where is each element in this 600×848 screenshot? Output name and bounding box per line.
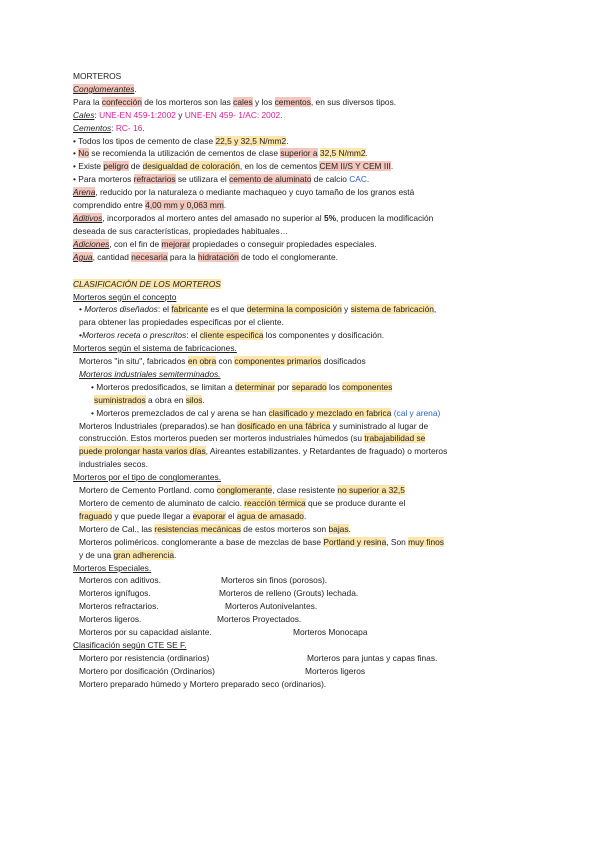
list-item-polimericos: Morteros poliméricos. conglomerante a base de mezclas de base Portland y resina, Son muy finos (79, 536, 444, 547)
list-row: Morteros ignífugos. Morteros de relleno (Grouts) lechada. (79, 588, 359, 599)
list-row: Morteros ligeros. Morteros Proyectados. (79, 614, 302, 625)
section-heading-clasificacion: CLASIFICACIÓN DE LOS MORTEROS (73, 278, 221, 289)
list-item-disenados-cont: para obtener las propiedades especificas por el cliente. (79, 317, 284, 328)
subheading-especiales: Morteros Especiales. (73, 562, 152, 573)
list-item-receta: •Morteros receta o prescritos: el cliente especifica los componentes y dosificación. (79, 330, 385, 341)
document-title: MORTEROS (73, 71, 122, 81)
list-row: Morteros con aditivos. Morteros sin finos (porosos). (79, 575, 328, 586)
subheading-cte: Clasificación según CTE SE F. (73, 639, 187, 650)
list-row: Morteros refractarios. Morteros Autonivelantes. (79, 601, 318, 612)
list-item-in-situ: Morteros "in situ", fabricados en obra con componentes primarios dosificados (79, 356, 366, 367)
list-item-cal: Mortero de Cal., las resistencias mecánicas de estos morteros son bajas. (79, 523, 351, 534)
paragraph-aditivos-cont: deseada de sus características, propiedades habituales… (73, 225, 289, 236)
bullet-refractarios: • Para morteros refractarios se utilizara el cemento de aluminato de calcio CAC. (73, 174, 370, 185)
section-heading-conglomerantes: Conglomerantes. (73, 83, 137, 94)
spacer (73, 264, 533, 278)
subheading-concepto: Morteros según el concepto (73, 291, 177, 302)
list-item-disenados: • Morteros diseñados: el fabricante es el que determina la composición y sistema de fabricación, (79, 304, 437, 315)
subheading-sistema: Morteros según el sistema de fabricaciones. (73, 343, 237, 354)
subheading-tipo: Morteros por el tipo de conglomerantes. (73, 472, 222, 483)
bullet-no-recomienda: • No se recomienda la utilización de cementos de clase superior a 32,5 N/mm2. (73, 148, 368, 159)
bullet-clase-cemento: • Todos los tipos de cemento de clase 22,5 y 32,5 N/mm2. (73, 135, 289, 146)
list-row: Mortero por dosificación (Ordinarios) Morteros ligeros (79, 665, 366, 676)
list-item-premezclados: • Morteros premezclados de cal y arena se han clasificado y mezclado en fabrica (cal y arena) (91, 407, 441, 418)
paragraph-agua: Agua, cantidad necesaria para la hidratación de todo el conglomerante. (73, 251, 338, 262)
list-item-predosificados: • Morteros predosificados, se limitan a determinar por separado los componentes (91, 381, 393, 392)
paragraph-intro: Para la confección de los morteros son las cales y los cementos, en sus diversos tipos. (73, 96, 397, 107)
paragraph-industriales-3: puede prolongar hasta varios días, Aireantes estabilizantes. y Retardantes de fraguado) o morteros (79, 446, 448, 457)
list-row: Morteros por su capacidad aislante. Morteros Monocapa (79, 627, 368, 638)
list-item-predosificados-cont: suministrados a obra en silos. (94, 394, 205, 405)
paragraph-industriales-2: construcción. Estos morteros pueden ser morteros industriales húmedos (su trabajabilidad se (79, 433, 426, 444)
list-row: Mortero preparado húmedo y Mortero preparado seco (ordinarios). (79, 678, 327, 689)
list-item-aluminato: Mortero de cemento de aluminato de calcio. reacción térmica que se produce durante el (79, 498, 406, 508)
list-item-aluminato-cont: fraguado y que puede llegar a evaporar el agua de amasado. (79, 510, 307, 521)
paragraph-cales: Cales: UNE-EN 459-1:2002 y UNE-EN 459- 1/AC: 2002. (73, 109, 283, 120)
paragraph-adiciones: Adiciones, con el fin de mejorar propiedades o conseguir propiedades especiales. (73, 238, 377, 249)
paragraph-arena: Arena, reducido por la naturaleza o mediante machaqueo y cuyo tamaño de los granos está (73, 187, 415, 198)
list-item-polimericos-cont: y de una gran adherencia. (79, 549, 177, 560)
paragraph-aditivos: Aditivos, incorporados al mortero antes del amasado no superior al 5%, producen la modificación (73, 212, 434, 223)
document-page (73, 70, 533, 691)
paragraph-industriales-4: industriales secos. (79, 459, 148, 470)
list-row: Mortero por resistencia (ordinarios) Morteros para juntas y capas finas. (79, 652, 438, 663)
paragraph-arena-cont: comprendido entre 4,00 mm y 0,063 mm. (73, 200, 227, 211)
paragraph-industriales: Morteros Industriales (preparados).se han dosificado en una fábrica y suministrado al lugar de (79, 420, 429, 431)
list-item-portland: Mortero de Cemento Portland. como conglomerante, clase resistente no superior a 32,5 (79, 485, 405, 496)
paragraph-cementos: Cementos: RC- 16. (73, 122, 145, 133)
subheading-semiterminados: Morteros industriales semiterminados. (79, 368, 221, 379)
bullet-peligro: • Existe peligro de desigualdad de coloración, en los de cementos CEM II/S Y CEM III. (73, 161, 394, 172)
